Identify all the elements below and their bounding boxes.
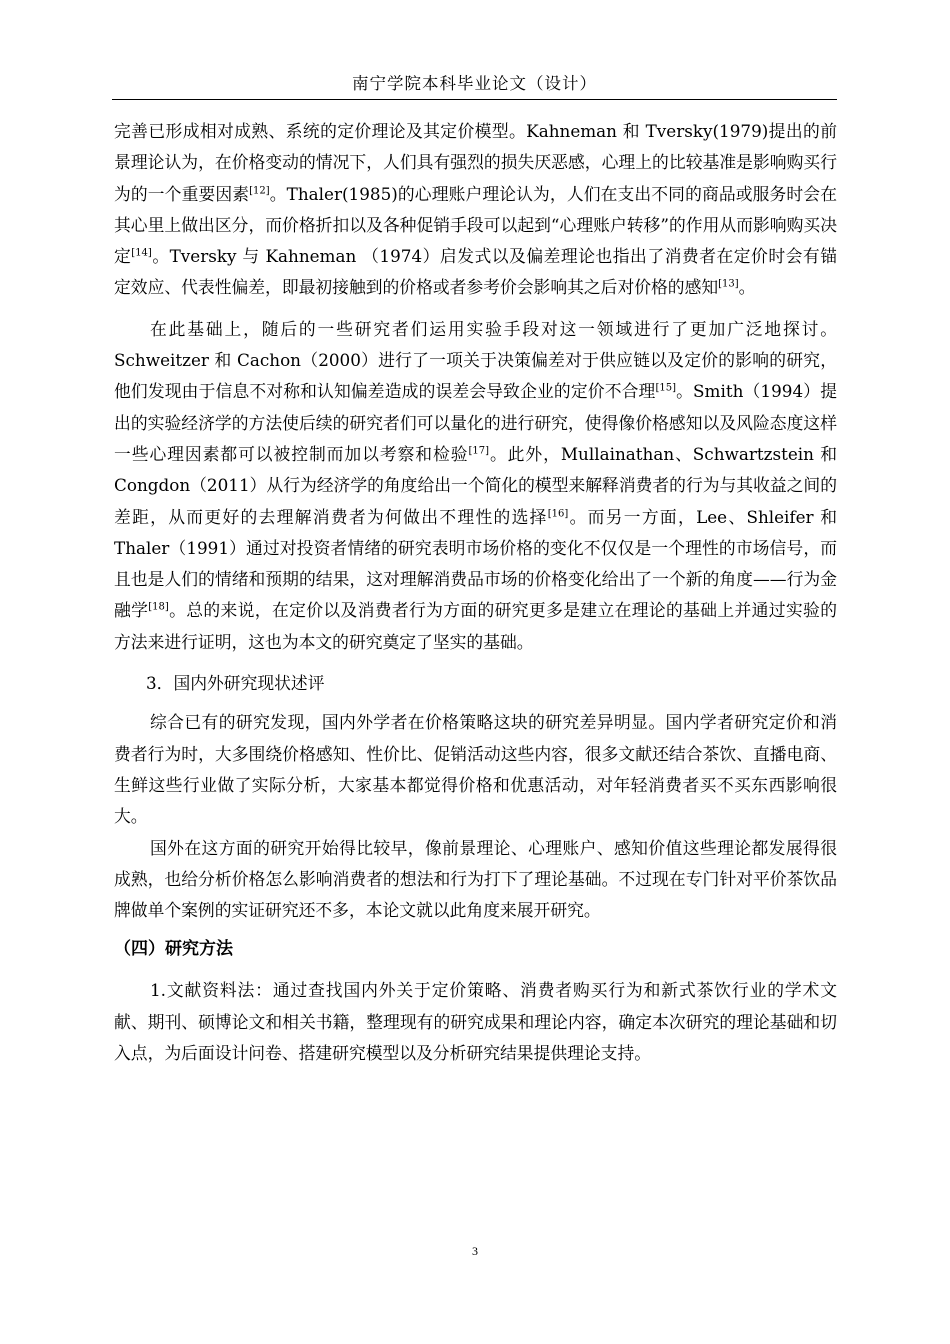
section-heading: （四）研究方法: [114, 939, 233, 960]
text-run: 。Tversky 与 Kahneman （1974）启发式以及偏差理论也指出了消费者在定价时会有锚定效应、代表性偏差，即最初接触到的价格或者参考价会影响其之后对价格的感知: [114, 246, 837, 298]
citation-ref: [16]: [547, 507, 569, 519]
text-run: 。: [738, 277, 756, 298]
text-run: 。而另一方面，Lee、Shleifer 和 Thaler（1991）通过对投资者情绪的研究表明市场价格的变化不仅仅是一个理性的市场信号，而且也是人们的情绪和预期的结果，这对理解消费品市场的价格变化给出了一个新的角度——行为金融学: [114, 506, 837, 621]
text-run: 。Smith（1994）提出的实验经济学的方法使后续的研究者们可以量化的进行研究，使得像价格感知以及风险态度这样一些心理因素都可以被控制而加以考察和检验: [114, 381, 837, 464]
citation-ref: [14]: [131, 247, 152, 259]
text-run: 在此基础上，随后的一些研究者们运用实验手段对这一领域进行了更加广泛地探讨。Schweitzer 和 Cachon（2000）进行了一项关于决策偏差对于供应链以及定价的影响的研究，他们发现由于信息不对称和认知偏差造成的误差会导致企业的定价不合理: [114, 318, 837, 402]
subsection-heading: 3．国内外研究现状述评: [146, 673, 325, 694]
text-run: 完善已形成相对成熟、系统的定价理论及其定价模型。Kahneman 和 Tversky(1979)提出的前景理论认为，在价格变动的情况下，人们具有强烈的损失厌恶感，心理上的比较基准是影响购买行为的一个重要因素: [114, 121, 837, 204]
text-run: 。总的来说，在定价以及消费者行为方面的研究更多是建立在理论的基础上并通过实验的方法来进行证明，这也为本文的研究奠定了坚实的基础。: [114, 600, 837, 652]
page-header: 南宁学院本科毕业论文（设计）: [352, 74, 597, 93]
citation-ref: [17]: [468, 445, 490, 457]
page-body: [114, 116, 837, 1069]
citation-ref: [13]: [718, 278, 739, 290]
text-run: 。Thaler(1985)的心理账户理论认为，人们在支出不同的商品或服务时会在其心里上做出区分，而价格折扣以及各种促销手段可以起到“心理账户转移”的作用从而影响购买决定: [114, 183, 837, 267]
page-number: 3: [472, 1244, 478, 1258]
paragraph-review-foreign: 国外在这方面的研究开始得比较早，像前景理论、心理账户、感知价值这些理论都发展得很成熟，也给分析价格怎么影响消费者的想法和行为打下了理论基础。不过现在专门针对平价茶饮品牌做单个案例的实证研究还不多，本论文就以此角度来展开研究。: [114, 837, 837, 921]
paragraph-experimental-research: [114, 314, 837, 658]
citation-ref: [18]: [148, 601, 169, 613]
paragraph-prospect-theory: [114, 116, 837, 304]
header-rule: [112, 99, 837, 100]
citation-ref: [12]: [249, 185, 270, 196]
paragraph-literature-method: 1.文献资料法：通过查找国内外关于定价策略、消费者购买行为和新式茶饮行业的学术文献、期刊、硕博论文和相关书籍，整理现有的研究成果和理论内容，确定本次研究的理论基础和切入点，为后面设计问卷、搭建研究模型以及分析研究结果提供理论支持。: [114, 980, 837, 1064]
paragraph-review-domestic: 综合已有的研究发现，国内外学者在价格策略这块的研究差异明显。国内学者研究定价和消费者行为时，大多围绕价格感知、性价比、促销活动这些内容，很多文献还结合茶饮、直播电商、生鲜这些行业做了实际分析，大家基本都觉得价格和优惠活动，对年轻消费者买不买东西影响很大。: [114, 712, 837, 827]
text-run: 。此外，Mullainathan、Schwartzstein 和 Congdon（2011）从行为经济学的角度给出一个简化的模型来解释消费者的行为与其收益之间的差距，从而更好的去理解消费者为何做出不理性的选择: [114, 443, 837, 527]
citation-ref: [15]: [655, 382, 676, 394]
